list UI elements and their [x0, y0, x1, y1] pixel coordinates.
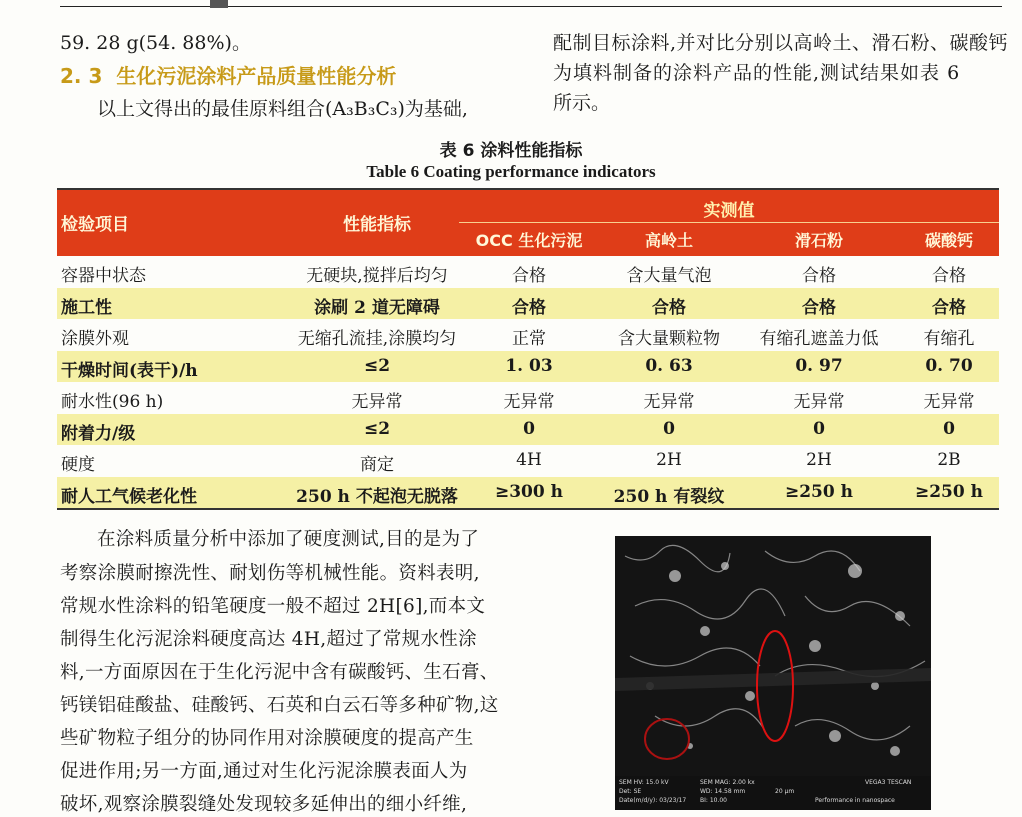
- table-body: [57, 256, 999, 508]
- cell-talc: 2H: [806, 450, 832, 470]
- cell-occ: 0: [523, 418, 535, 439]
- right-text-line-2: 为填料制备的涂料产品的性能,测试结果如表 6: [553, 62, 961, 84]
- table-row: [57, 477, 999, 509]
- header-talc: 滑石粉: [794, 231, 843, 250]
- cell-kaolin: 含大量气泡: [626, 266, 712, 286]
- cell-kaolin: 250 h 有裂纹: [613, 486, 725, 507]
- cell-item: 涂膜外观: [61, 329, 129, 349]
- cell-talc: ≥250 h: [784, 481, 853, 502]
- cell-kaolin: 含大量颗粒物: [618, 329, 720, 349]
- cell-occ: 合格: [512, 297, 546, 318]
- sem-hv: SEM HV: 15.0 kV: [619, 779, 669, 786]
- table-header: [57, 190, 999, 256]
- section-heading: [60, 65, 396, 88]
- body-line-9: 破坏,观察涂膜裂缝处发现较多延伸出的细小纤维,: [60, 794, 468, 815]
- body-line-7: 些矿物粒子组分的协同作用对涂膜硬度的提高产生: [60, 728, 474, 749]
- sem-scale: 20 μm: [775, 788, 795, 795]
- sem-image: [615, 536, 931, 776]
- cell-talc: 无异常: [793, 392, 845, 412]
- cell-indicator: 250 h 不起泡无脱落: [296, 486, 458, 507]
- header-measured: 实测值: [703, 201, 755, 221]
- table-caption-zh: 表 6 涂料性能指标: [439, 141, 583, 161]
- cell-calcium-carbonate: 无异常: [923, 392, 975, 412]
- section-number: 2. 3: [60, 64, 103, 88]
- body-line-2: 考察涂膜耐擦洗性、耐划伤等机械性能。资料表明,: [60, 563, 480, 584]
- table-row: [57, 256, 999, 288]
- sem-footer: Performance in nanospace: [815, 797, 895, 804]
- cell-calcium-carbonate: 有缩孔: [923, 329, 975, 349]
- top-rule: [60, 6, 1002, 7]
- cell-talc: 合格: [802, 297, 836, 318]
- cell-indicator: 商定: [360, 455, 394, 475]
- left-text-line-1: 59. 28 g(54. 88%)。: [60, 32, 251, 54]
- table-row: [57, 288, 999, 320]
- cell-talc: 0. 97: [795, 355, 843, 376]
- cell-calcium-carbonate: 合格: [932, 297, 966, 318]
- header-indicator: 性能指标: [343, 215, 411, 235]
- header-kaolin: 高岭土: [644, 231, 693, 250]
- cell-talc: 有缩孔遮盖力低: [759, 329, 879, 349]
- table-row: [57, 351, 999, 383]
- cell-occ: 正常: [512, 329, 546, 349]
- sem-wd: WD: 14.58 mm: [700, 788, 746, 795]
- cell-kaolin: 合格: [652, 297, 686, 318]
- table-row: [57, 414, 999, 446]
- cell-indicator: ≤2: [363, 418, 391, 439]
- left-text-line-3: 以上文得出的最佳原料组合(A₃B₃C₃)为基础,: [97, 98, 468, 120]
- cell-occ: 1. 03: [505, 355, 553, 376]
- cell-item: 耐水性(96 h): [61, 392, 164, 412]
- section-title: 生化污泥涂料产品质量性能分析: [116, 64, 397, 88]
- cell-calcium-carbonate: 2B: [937, 450, 961, 470]
- cell-item: 干燥时间(表干)/h: [61, 360, 198, 381]
- cell-item: 耐人工气候老化性: [61, 486, 197, 507]
- cell-indicator: 无硬块,搅拌后均匀: [306, 266, 448, 286]
- cell-calcium-carbonate: 0. 70: [925, 355, 973, 376]
- sem-micrograph: [615, 536, 931, 810]
- cell-occ: ≥300 h: [494, 481, 563, 502]
- cell-item: 施工性: [61, 297, 112, 318]
- table-row: [57, 382, 999, 414]
- sem-mag: SEM MAG: 2.00 kx: [700, 779, 755, 786]
- cell-calcium-carbonate: ≥250 h: [914, 481, 983, 502]
- cell-kaolin: 0. 63: [645, 355, 693, 376]
- body-line-6: 钙镁铝硅酸盐、硅酸钙、石英和白云石等多种矿物,这: [60, 695, 499, 716]
- cell-indicator: 涂刷 2 道无障碍: [314, 297, 440, 318]
- header-divider: [459, 222, 999, 223]
- cell-item: 附着力/级: [61, 423, 136, 444]
- table-caption-en: Table 6 Coating performance indicators: [366, 162, 656, 181]
- body-line-1: 在涂料质量分析中添加了硬度测试,目的是为了: [97, 529, 480, 550]
- sem-brand: VEGA3 TESCAN: [865, 779, 912, 786]
- table-row: [57, 445, 999, 477]
- body-line-8: 促进作用;另一方面,通过对生化污泥涂膜表面人为: [60, 761, 468, 782]
- body-line-4: 制得生化污泥涂料硬度高达 4H,超过了常规水性涂: [60, 629, 477, 650]
- body-line-5: 料,一方面原因在于生化污泥中含有碳酸钙、生石膏、: [60, 662, 499, 683]
- right-text-line-3: 所示。: [553, 92, 611, 114]
- cell-occ: 4H: [516, 450, 542, 470]
- cell-kaolin: 0: [663, 418, 675, 439]
- header-item: 检验项目: [61, 215, 129, 235]
- sem-info-bar: [615, 776, 931, 810]
- header-occ: OCC 生化污泥: [475, 231, 583, 250]
- cell-calcium-carbonate: 合格: [932, 266, 966, 286]
- cell-indicator: 无异常: [351, 392, 403, 412]
- header-calcium-carbonate: 碳酸钙: [924, 231, 973, 250]
- cell-item: 容器中状态: [61, 266, 146, 286]
- body-line-3: 常规水性涂料的铅笔硬度一般不超过 2H[6],而本文: [60, 596, 486, 617]
- right-text-line-1: 配制目标涂料,并对比分别以高岭土、滑石粉、碳酸钙: [553, 32, 1009, 54]
- cell-kaolin: 无异常: [643, 392, 695, 412]
- sem-det: Det: SE: [619, 788, 642, 795]
- cell-indicator: ≤2: [363, 355, 391, 376]
- cell-kaolin: 2H: [656, 450, 682, 470]
- sem-bi: BI: 10.00: [700, 797, 727, 804]
- cell-item: 硬度: [61, 455, 95, 475]
- cell-occ: 合格: [512, 266, 546, 286]
- sem-date: Date(m/d/y): 03/23/17: [619, 797, 687, 804]
- cell-occ: 无异常: [503, 392, 555, 412]
- cell-calcium-carbonate: 0: [943, 418, 955, 439]
- cell-talc: 0: [813, 418, 825, 439]
- cell-talc: 合格: [802, 266, 836, 286]
- table-row: [57, 319, 999, 351]
- performance-table: [57, 188, 999, 510]
- cell-indicator: 无缩孔流挂,涂膜均匀: [297, 329, 457, 349]
- table-bottom-rule: [57, 508, 999, 510]
- top-rule-mark: [210, 0, 228, 8]
